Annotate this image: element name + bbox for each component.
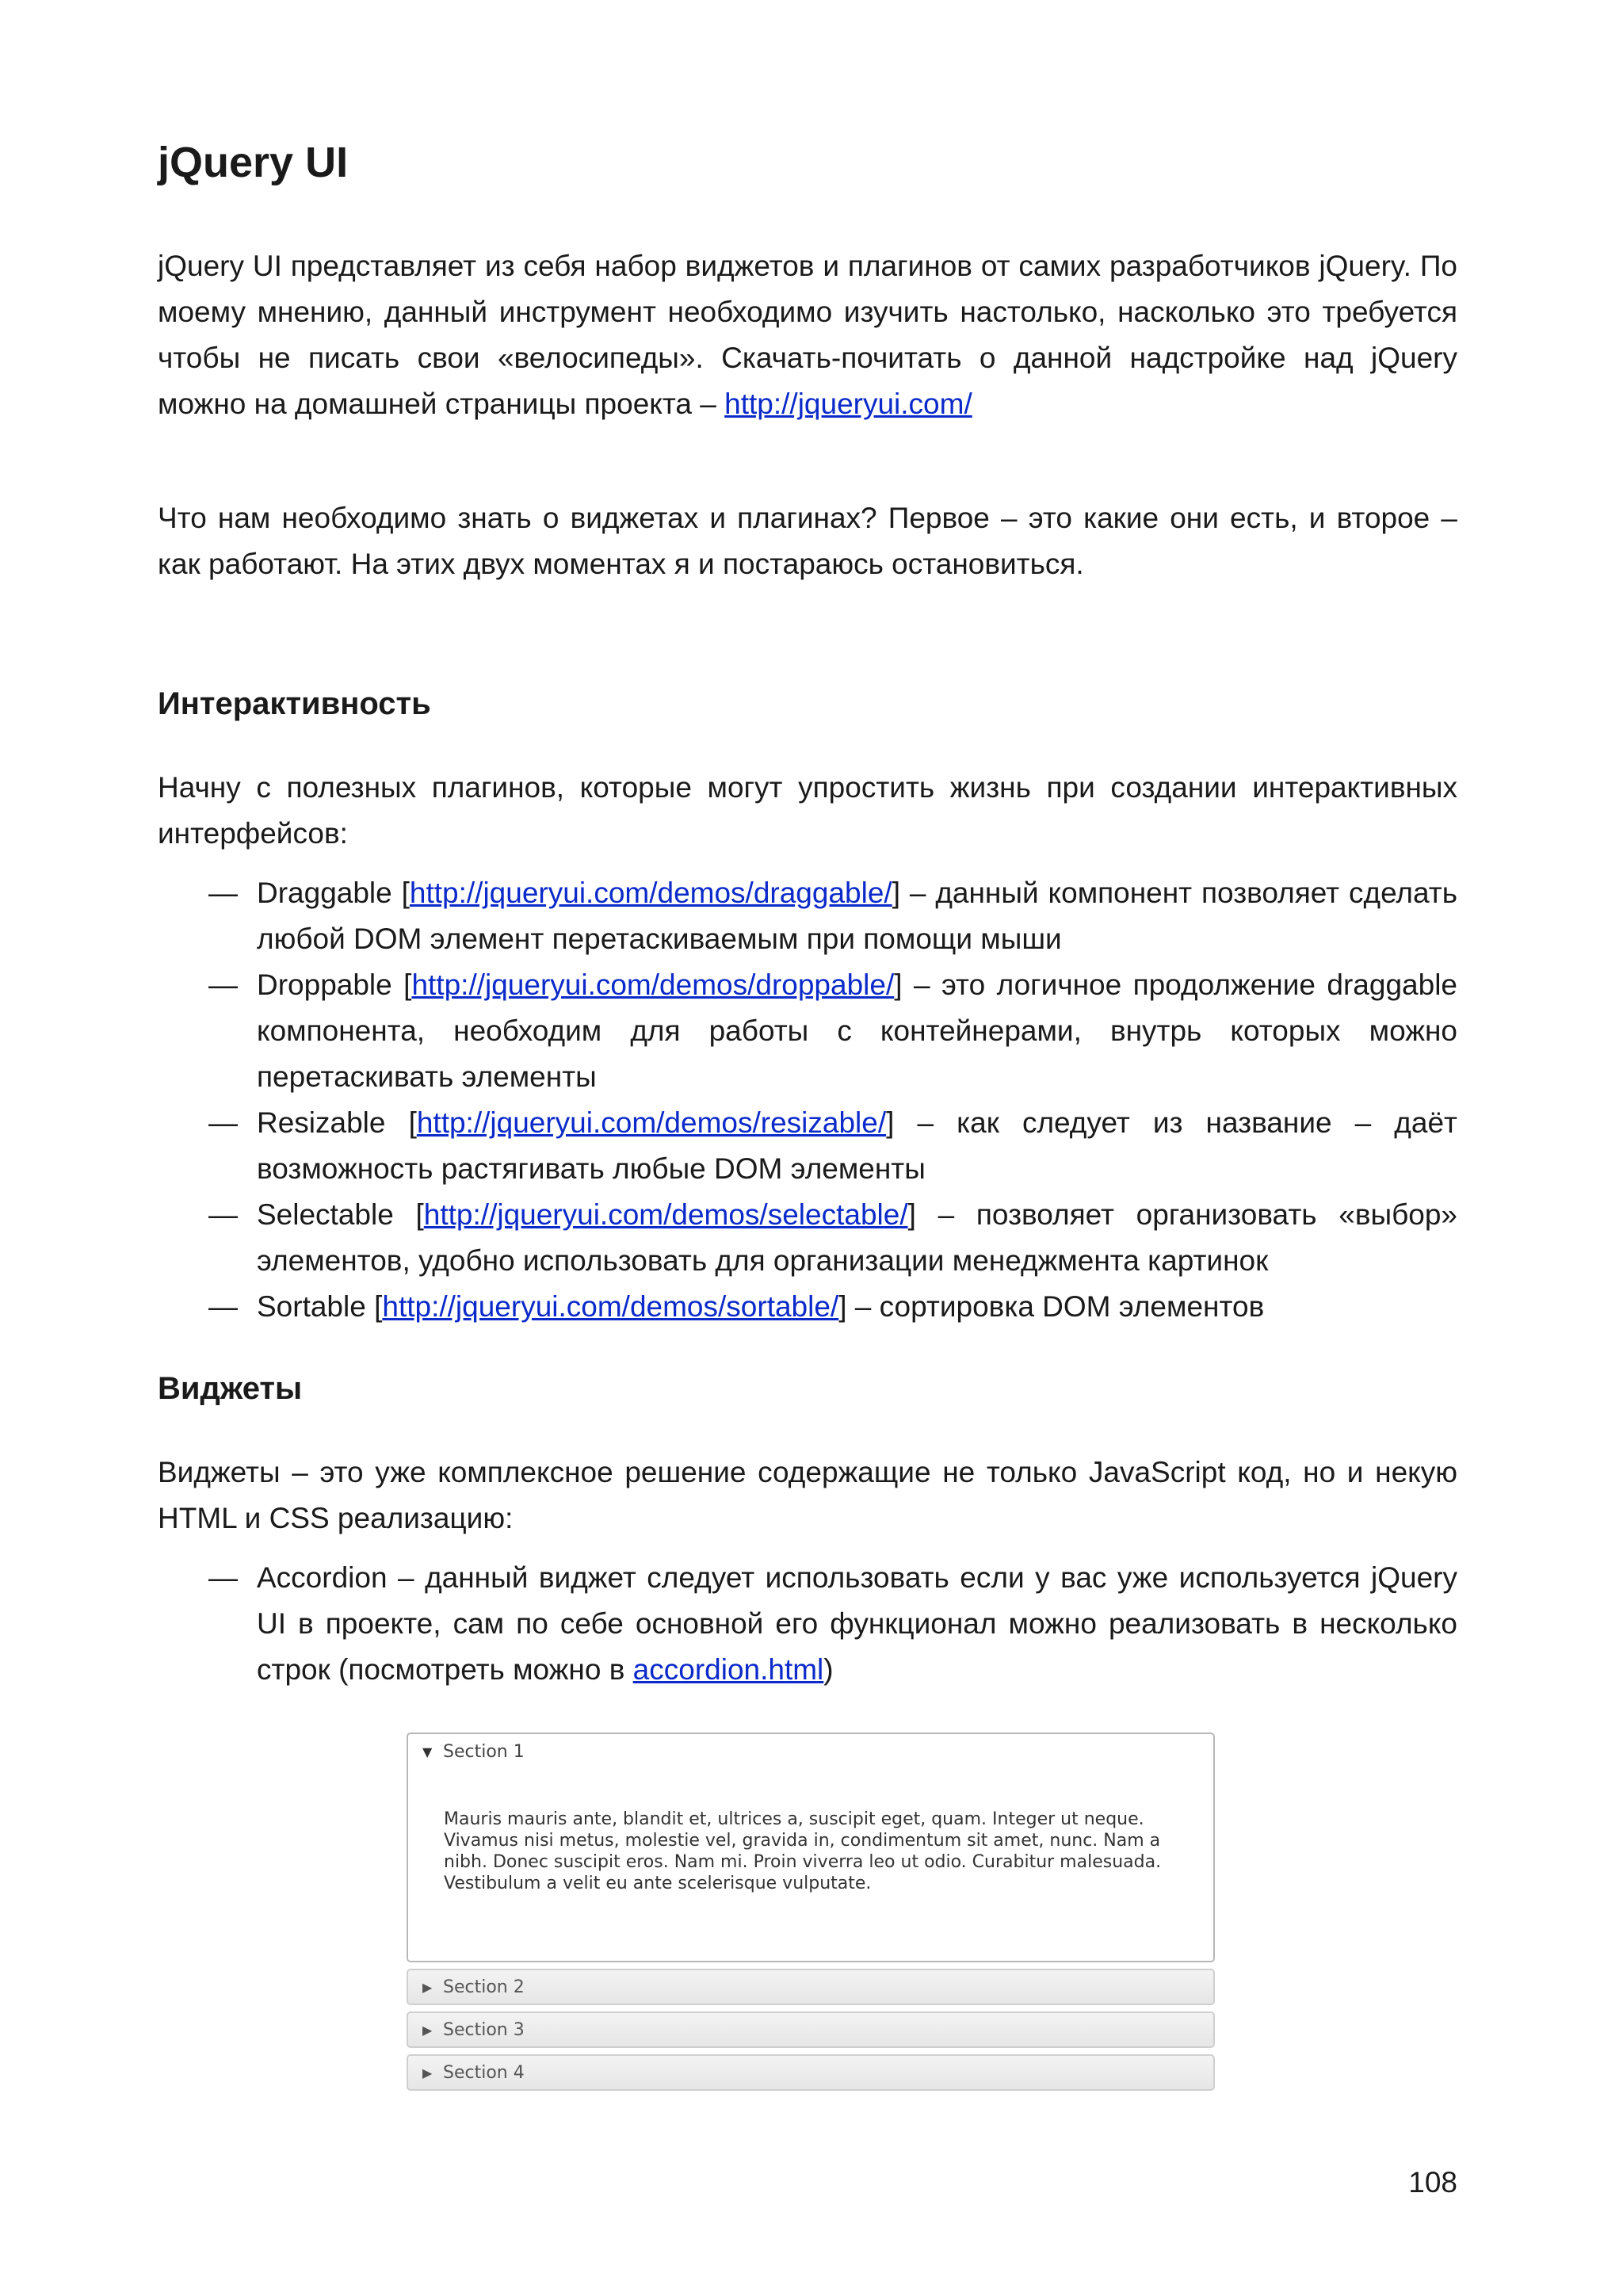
section-label: Section 2 xyxy=(443,1977,525,1997)
accordion-header-1[interactable] xyxy=(408,1734,1213,1769)
droppable-link[interactable]: http://jqueryui.com/demos/droppable/ xyxy=(411,968,895,1001)
interactivity-intro: Начну с полезных плагинов, которые могут упростить жизнь при создании интерактивных интерфейсов: xyxy=(158,771,1457,850)
list-dash: — xyxy=(208,1198,238,1231)
triangle-right-icon: ▶ xyxy=(422,2065,433,2080)
list-item xyxy=(158,1100,1457,1192)
widgets-heading: Виджеты xyxy=(158,1371,303,1406)
bracket-close: ] xyxy=(838,1290,847,1323)
list-dash: — xyxy=(208,1561,238,1594)
plugin-name: Resizable xyxy=(257,1106,386,1139)
accordion-content: Mauris mauris ante, blandit et, ultrices a, suscipit eget, quam. Integer ut neque. Vivamus nisi metus, molestie vel, gravida in, condimentum sit amet, nunc. Nam a nibh. Donec suscipit eros. Nam mi. Proin viverra leo ut odio. Curabitur malesuada. Vestibulum a velit eu ante scelerisque vulputate. xyxy=(444,1809,1162,1893)
page-title: jQuery UI xyxy=(158,139,349,186)
triangle-down-icon: ▼ xyxy=(422,1744,433,1759)
list-item xyxy=(158,1555,1457,1693)
plugin-name: Draggable xyxy=(257,877,392,909)
list-dash: — xyxy=(208,1106,238,1139)
section-label: Section 1 xyxy=(443,1741,525,1762)
plugin-name: Droppable xyxy=(257,968,392,1001)
bracket-close: ] xyxy=(892,877,900,909)
sortable-link[interactable]: http://jqueryui.com/demos/sortable/ xyxy=(382,1290,839,1323)
plugins-list xyxy=(158,870,1457,1330)
widgets-intro: Виджеты – это уже комплексное решение содержащие не только JavaScript код, но и некую HTML и CSS реализацию: xyxy=(158,1456,1457,1534)
list-dash: — xyxy=(208,1290,238,1323)
accordion-section-1[interactable] xyxy=(407,1733,1215,1962)
triangle-right-icon: ▶ xyxy=(422,2022,433,2038)
plugin-description: – это логичное продолжение draggable компонента, необходим для работы с контейнерами, внутрь которых можно перетаскивать элементы xyxy=(257,968,1457,1093)
bracket-open: [ xyxy=(403,968,412,1001)
list-dash: — xyxy=(208,877,238,909)
triangle-right-icon: ▶ xyxy=(422,1979,433,1995)
bracket-open: [ xyxy=(415,1198,424,1231)
question-paragraph: Что нам необходимо знать о виджетах и плагинах? Первое – это какие они есть, и второе – как работают. На этих двух моментах я и постараюсь остановиться. xyxy=(158,502,1457,580)
accordion-header-3[interactable] xyxy=(407,2011,1215,2048)
section-label: Section 4 xyxy=(443,2062,525,2083)
plugin-name: Sortable xyxy=(257,1290,366,1323)
bracket-close: ] xyxy=(907,1198,916,1231)
jqueryui-home-link[interactable]: http://jqueryui.com/ xyxy=(724,388,972,420)
bracket-open: [ xyxy=(401,877,410,909)
draggable-link[interactable]: http://jqueryui.com/demos/draggable/ xyxy=(409,877,892,909)
plugin-description: – сортировка DOM элементов xyxy=(846,1290,1265,1323)
interactivity-heading: Интерактивность xyxy=(158,686,431,721)
accordion-header-2[interactable] xyxy=(407,1969,1215,2005)
widgets-list xyxy=(158,1555,1457,1693)
accordion-html-link[interactable]: accordion.html xyxy=(632,1653,824,1686)
list-dash: — xyxy=(208,968,238,1001)
section-label: Section 3 xyxy=(443,2019,525,2040)
list-item xyxy=(158,962,1457,1100)
bracket-open: [ xyxy=(408,1106,417,1139)
intro-text: jQuery UI представляет из себя набор виджетов и плагинов от самих разработчиков jQuery. По моему мнению, данный инструмент необходимо изучить настолько, насколько это требуется чтобы не писать свои «велосипеды». Скачать-почитать о данной надстройке над jQuery можно на домашней страницы проекта – xyxy=(158,250,1457,420)
closing-paren: ) xyxy=(823,1653,834,1686)
list-item xyxy=(158,1284,1457,1330)
resizable-link[interactable]: http://jqueryui.com/demos/resizable/ xyxy=(416,1106,887,1139)
intro-paragraph xyxy=(158,243,1457,427)
bracket-close: ] xyxy=(894,968,903,1001)
accordion-description: Accordion – данный виджет следует использовать если у вас уже используется jQuery UI в проекте, сам по себе основной его функционал можно реализовать в несколько строк (посмотреть можно в xyxy=(257,1561,1457,1686)
bracket-open: [ xyxy=(374,1290,383,1323)
selectable-link[interactable]: http://jqueryui.com/demos/selectable/ xyxy=(423,1198,908,1231)
accordion-widget-screenshot xyxy=(407,1733,1215,2091)
list-item xyxy=(158,870,1457,962)
plugin-name: Selectable xyxy=(257,1198,394,1231)
plugin-description: – как следует из название – даёт возможность растягивать любые DOM элементы xyxy=(257,1106,1457,1185)
accordion-header-4[interactable] xyxy=(407,2054,1215,2091)
plugin-description: – данный компонент позволяет сделать любой DOM элемент перетаскиваемым при помощи мыши xyxy=(257,877,1458,955)
page-number: 108 xyxy=(1408,2166,1457,2199)
bracket-close: ] xyxy=(886,1106,895,1139)
list-item xyxy=(158,1192,1457,1284)
plugin-description: – позволяет организовать «выбор» элементов, удобно использовать для организации менеджмента картинок xyxy=(257,1198,1457,1277)
